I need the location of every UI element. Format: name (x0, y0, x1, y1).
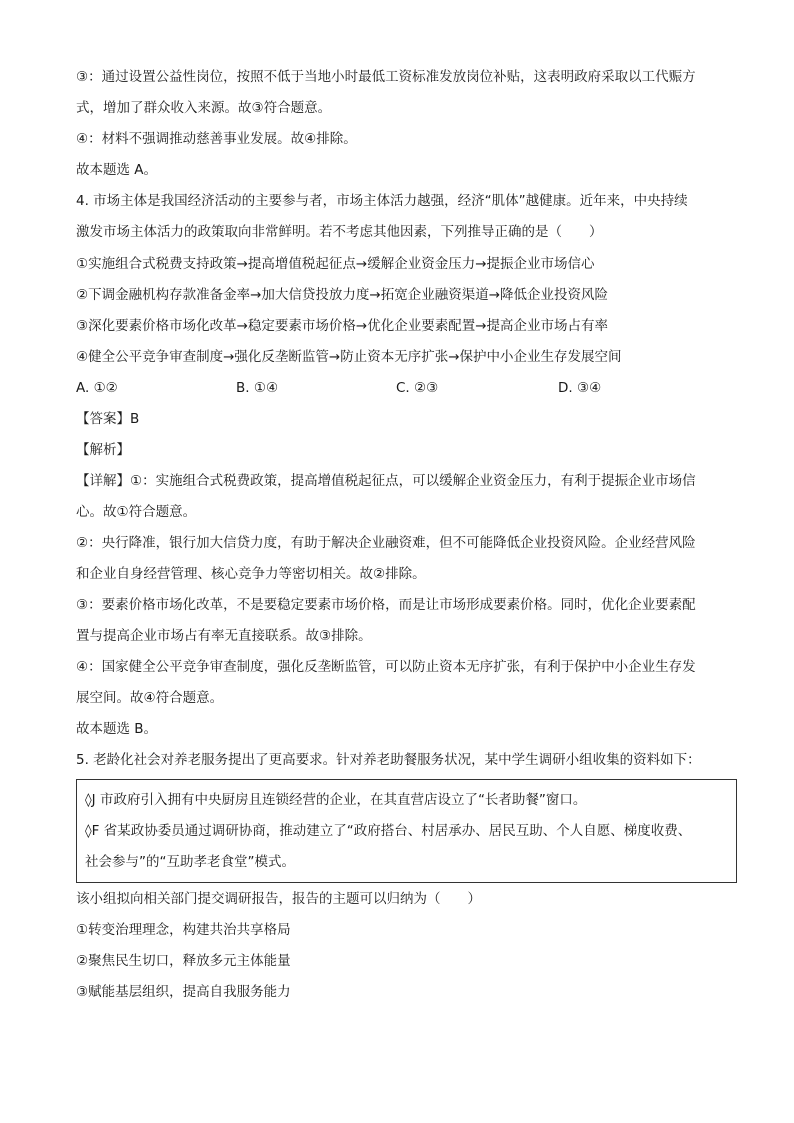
option-a: A. ①② (76, 380, 118, 396)
material-line1: ◊J 市政府引入拥有中央厨房且连锁经营的企业，在其直营店设立了“长者助餐”窗口。 (85, 792, 587, 808)
detail-item3-line1: ③：要素价格市场化改革，不是要稳定要素市场价格，而是让市场形成要素价格。同时，优化企业要素配 (76, 597, 696, 613)
paragraph-item3-line2: 式，增加了群众收入来源。故③符合题意。 (76, 100, 332, 116)
detail-line1 (76, 471, 696, 491)
question4-item-3: ③深化要素价格市场化改革→稳定要素市场价格→优化企业要素配置→提高企业市场占有率 (76, 318, 609, 334)
question4-stem-line1: 4. 市场主体是我国经济活动的主要参与者，市场主体活力越强，经济“肌体”越健康。近年来，中央持续 (76, 193, 688, 209)
question5-stem: 5. 老龄化社会对养老服务提出了更高要求。针对养老助餐服务状况，某中学生调研小组收集的资料如下： (76, 752, 701, 768)
conclusion-q4: 故本题选 B。 (76, 721, 158, 737)
material-box (76, 779, 737, 883)
question4-item-1: ①实施组合式税费支持政策→提高增值税起征点→缓解企业资金压力→提振企业市场信心 (76, 256, 595, 272)
question4-item-2: ②下调金融机构存款准备金率→加大信贷投放力度→拓宽企业融资渠道→降低企业投资风险 (76, 287, 609, 303)
answer-value: B (130, 411, 140, 427)
question5-item-1: ①转变治理理念，构建共治共享格局 (76, 922, 291, 938)
material-line3: 社会参与”的“互助孝老食堂”模式。 (85, 854, 295, 870)
option-b: B. ①④ (236, 380, 279, 396)
detail-item2-line1: ②：央行降准，银行加大信贷力度，有助于解决企业融资难，但不可能降低企业投资风险。企业经营风险 (76, 535, 696, 551)
question5-item-3: ③赋能基层组织，提高自我服务能力 (76, 984, 291, 1000)
detail-item4-line2: 展空间。故④符合题意。 (76, 690, 224, 706)
detail-item2-line2: 和企业自身经营管理、核心竞争力等密切相关。故②排除。 (76, 566, 426, 582)
question4-stem-line2: 激发市场主体活力的政策取向非常鲜明。若不考虑其他因素，下列推导正确的是（ ） (76, 224, 603, 240)
question4-item-4: ④健全公平竞争审查制度→强化反垄断监管→防止资本无序扩张→保护中小企业生存发展空间 (76, 349, 622, 365)
detail-item1-line2: 心。故①符合题意。 (76, 504, 197, 520)
answer-line (76, 409, 139, 429)
detail-item3-line2: 置与提高企业市场占有率无直接联系。故③排除。 (76, 628, 372, 644)
detail-label: 【详解】 (76, 473, 130, 489)
analysis-label: 【解析】 (76, 442, 130, 458)
option-c: C. ②③ (396, 380, 439, 396)
detail-item1-line1: ①：实施组合式税费政策，提高增值税起征点，可以缓解企业资金压力，有利于提振企业市场信 (130, 473, 696, 489)
detail-item4-line1: ④：国家健全公平竞争审查制度，强化反垄断监管，可以防止资本无序扩张，有利于保护中小企业生存发 (76, 659, 696, 675)
question5-item-2: ②聚焦民生切口，释放多元主体能量 (76, 953, 291, 969)
paragraph-item4: ④：材料不强调推动慈善事业发展。故④排除。 (76, 131, 357, 147)
material-line2: ◊F 省某政协委员通过调研协商，推动建立了“政府搭台、村居承办、居民互助、个人自愿、梯度收费、 (85, 823, 692, 839)
answer-label: 【答案】 (76, 411, 130, 427)
question5-question: 该小组拟向相关部门提交调研报告，报告的主题可以归纳为（ ） (76, 891, 481, 907)
paragraph-item3-line1: ③：通过设置公益性岗位，按照不低于当地小时最低工资标准发放岗位补贴，这表明政府采取以工代赈方 (76, 69, 696, 85)
option-d: D. ③④ (558, 380, 602, 396)
conclusion-q3: 故本题选 A。 (76, 162, 158, 178)
